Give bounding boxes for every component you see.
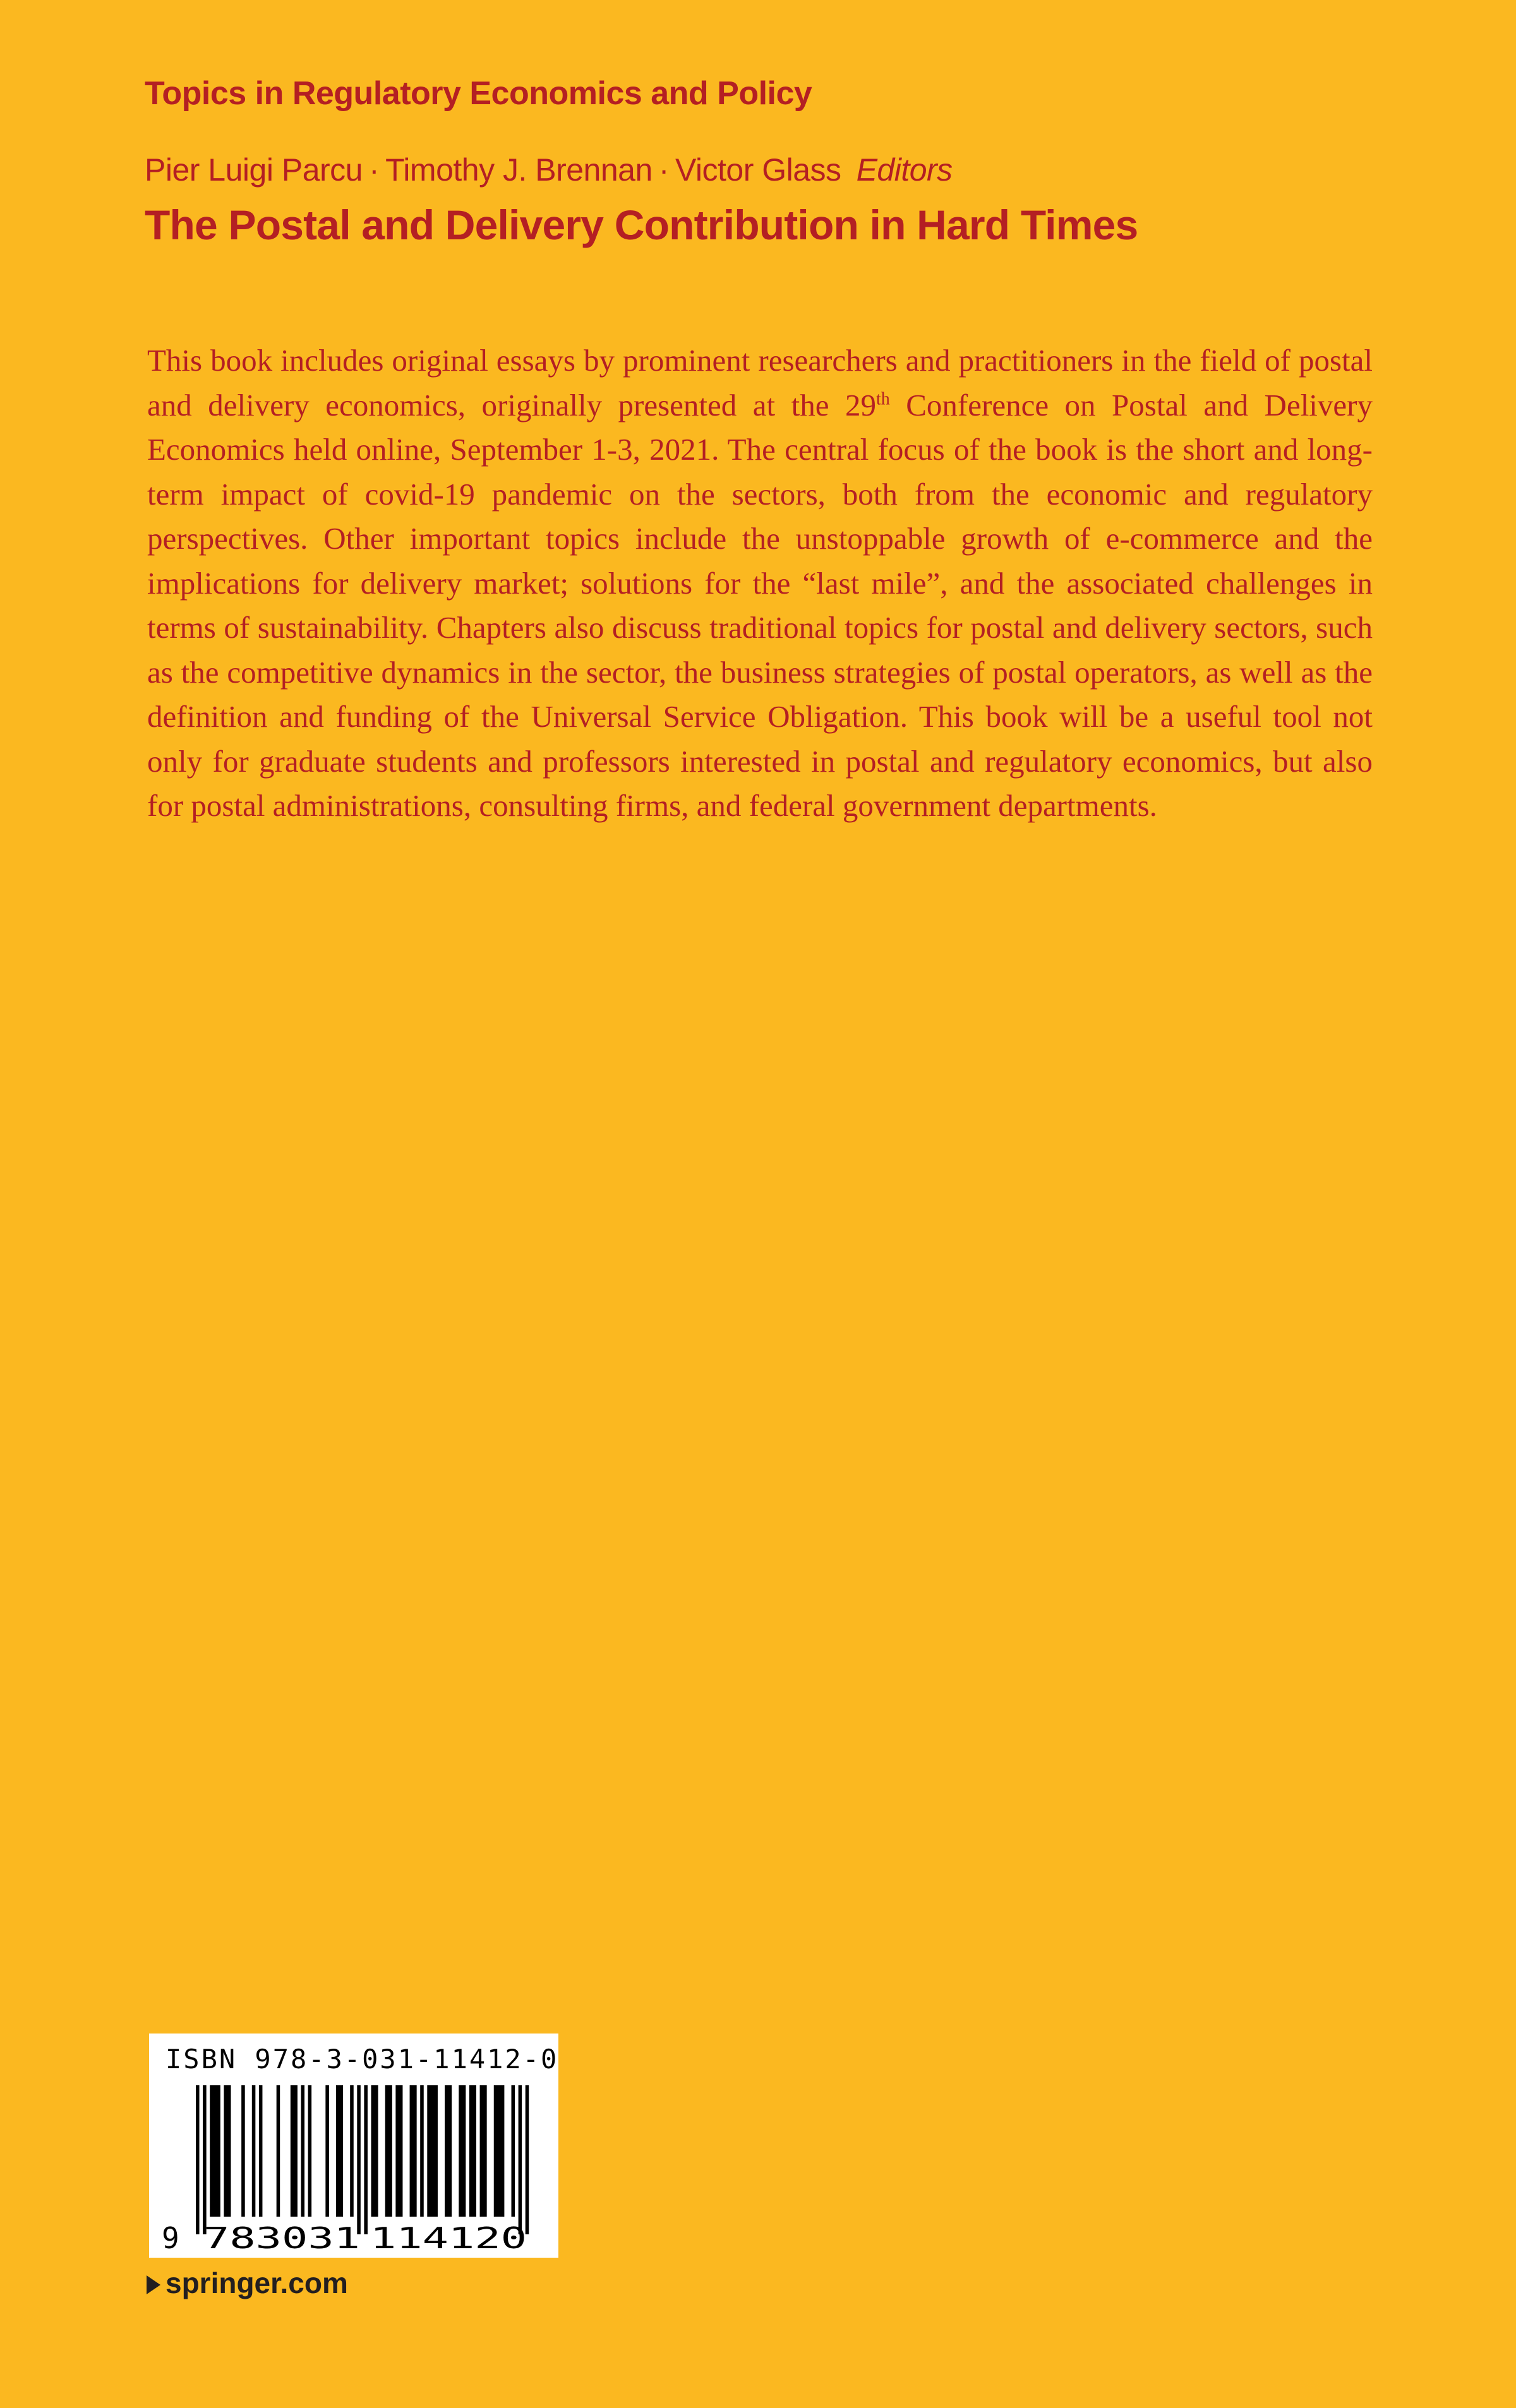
barcode-bar	[291, 2085, 298, 2217]
barcode-bar	[410, 2085, 417, 2217]
series-name: Topics in Regulatory Economics and Policy	[145, 75, 812, 112]
barcode-bar	[336, 2085, 343, 2217]
barcode-bar	[325, 2085, 329, 2217]
barcode-bar	[395, 2085, 402, 2217]
barcode-bar	[241, 2085, 245, 2217]
isbn-barcode-box	[149, 2034, 558, 2258]
barcode-bar	[469, 2085, 476, 2217]
editor-separator: ·	[658, 152, 669, 188]
barcode-bar	[224, 2085, 231, 2217]
barcode	[149, 2034, 558, 2258]
barcode-guard-bar	[357, 2085, 361, 2234]
editor-name: Victor Glass	[675, 152, 841, 188]
barcode-first-digit: 9	[162, 2221, 179, 2255]
description-text: Conference on Postal and Delivery Economics held online, September 1-3, 2021. The central focus of the book is the short and long-term impact of covid-19 pandemic on the sectors, both from the economic and regulatory perspectives. Other important topics include the unstoppable growth of e-commerce and the implications for delivery market; solutions for the “last mile”, and the associated challenges in terms of sustainability. Chapters also discuss traditional topics for postal and delivery sectors, such as the competitive dynamics in the sector, the business strategies of postal operators, as well as the definition and funding of the Universal Service Obligation. This book will be a useful tool not only for graduate students and professors interested in postal and regulatory economics, but also for postal administrations, consulting firms, and federal government departments.	[147, 387, 1373, 823]
barcode-bar	[252, 2085, 256, 2217]
book-title: The Postal and Delivery Contribution in Hard Times	[145, 201, 1138, 248]
barcode-bar	[259, 2085, 263, 2217]
barcode-guard-bar	[519, 2085, 522, 2234]
barcode-left-digits: 783031	[203, 2221, 360, 2255]
barcode-guard-bar	[364, 2085, 368, 2234]
barcode-bar	[371, 2085, 378, 2217]
barcode-bar	[277, 2085, 280, 2217]
barcode-bars	[196, 2085, 529, 2234]
publisher-link[interactable]	[147, 2266, 348, 2300]
barcode-bar	[459, 2085, 466, 2217]
isbn-label: ISBN 978-3-031-11412-0	[165, 2044, 559, 2075]
barcode-bar	[308, 2085, 312, 2217]
editor-name: Pier Luigi Parcu	[145, 152, 363, 188]
barcode-bar	[301, 2085, 305, 2217]
barcode-bar	[494, 2085, 505, 2217]
barcode-bar	[480, 2085, 487, 2217]
barcode-bar	[445, 2085, 452, 2217]
barcode-bar	[420, 2085, 424, 2217]
barcode-bar	[512, 2085, 515, 2217]
publisher-url: springer.com	[165, 2267, 348, 2299]
barcode-bar	[350, 2085, 354, 2217]
triangle-arrow-icon	[147, 2275, 160, 2294]
barcode-bar	[210, 2085, 220, 2217]
editor-separator: ·	[368, 152, 380, 188]
barcode-bar	[427, 2085, 438, 2217]
description-text: This book includes original essays by prominent researchers and practitioners in the field of postal and delivery economics, originally presented at the 29	[147, 343, 1373, 422]
barcode-guard-bar	[526, 2085, 529, 2234]
barcode-right-digits: 114120	[370, 2221, 527, 2255]
editor-name: Timothy J. Brennan	[385, 152, 653, 188]
ordinal-suffix: th	[875, 389, 890, 409]
editors-role: Editors	[856, 152, 953, 188]
barcode-guard-bar	[196, 2085, 200, 2234]
book-description	[147, 338, 1373, 829]
barcode-bar	[385, 2085, 392, 2217]
barcode-guard-bar	[203, 2085, 207, 2234]
editors-line	[145, 152, 953, 188]
